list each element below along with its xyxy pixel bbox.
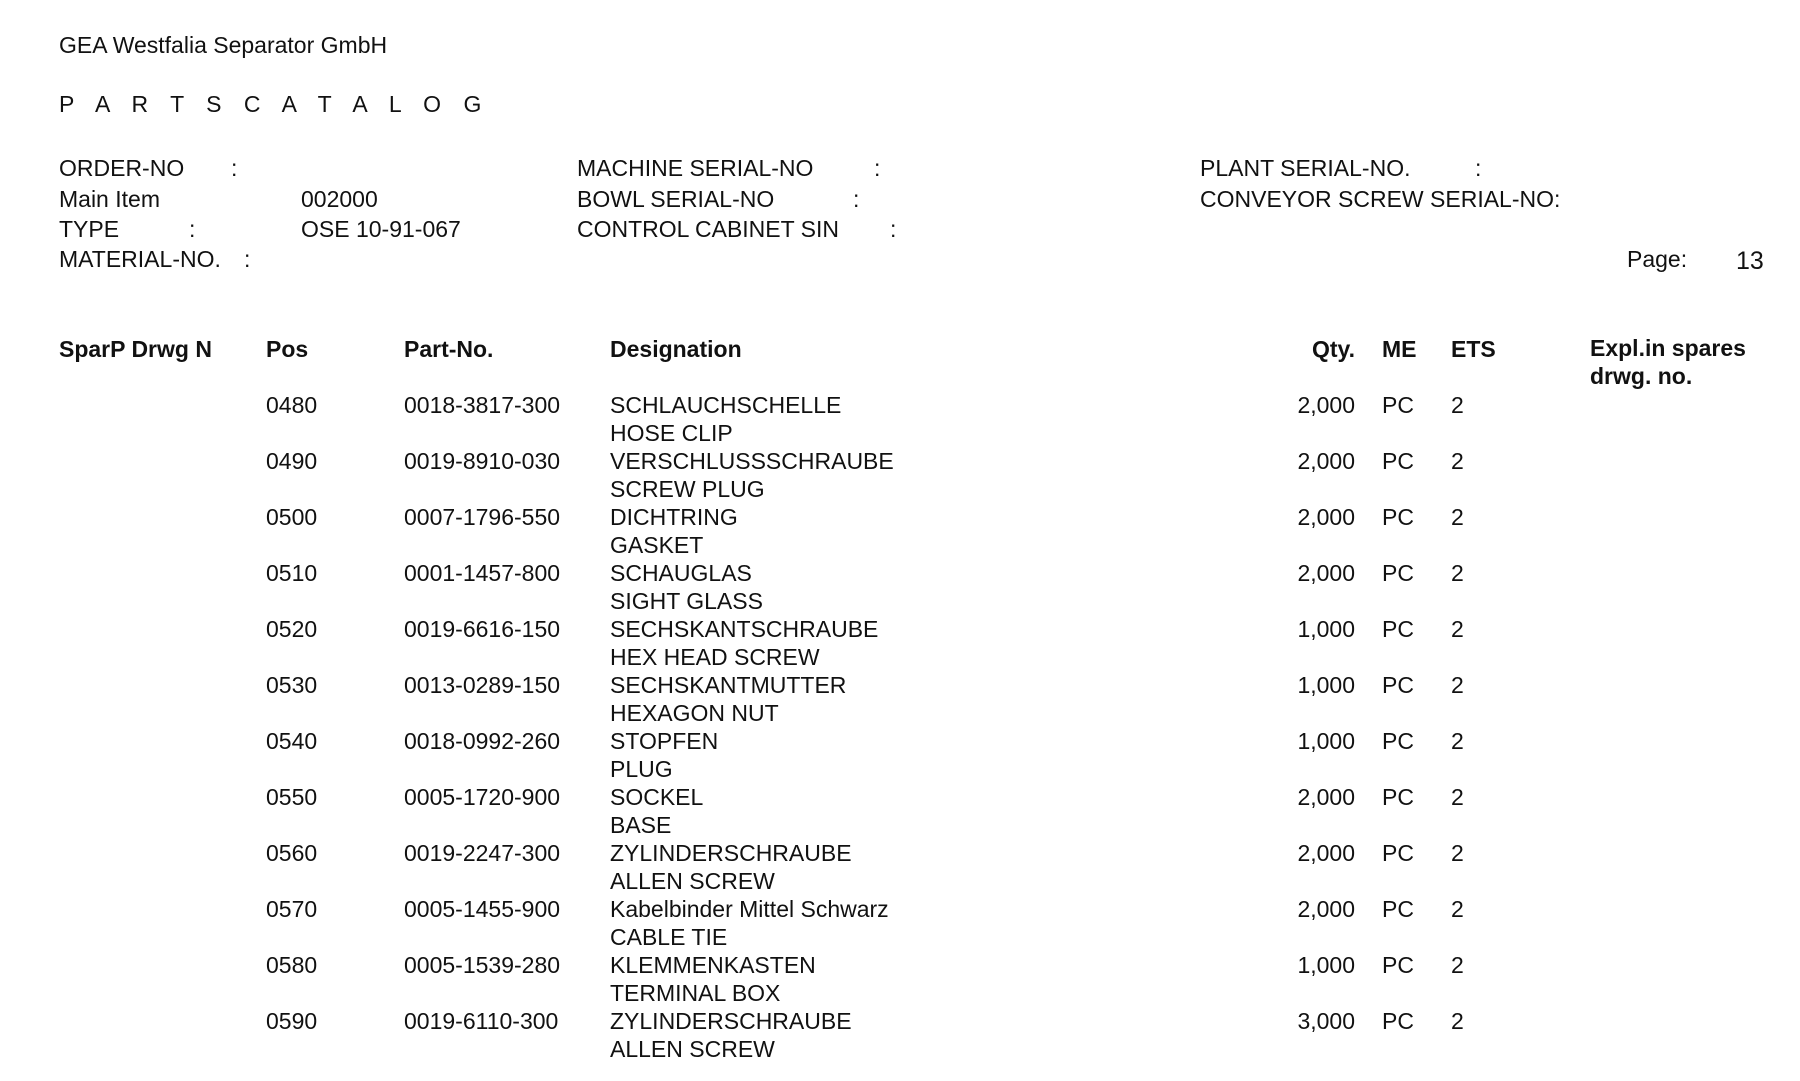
bowl-serial-colon: : [853, 186, 860, 212]
qty-cell: 1,000 [1297, 616, 1355, 642]
me-cell: PC [1382, 448, 1414, 474]
qty-cell: 2,000 [1297, 560, 1355, 586]
table-row [0, 394, 1800, 450]
qty-cell: 2,000 [1297, 784, 1355, 810]
qty-cell: 2,000 [1297, 896, 1355, 922]
qty-cell: 3,000 [1297, 1008, 1355, 1034]
me-cell: PC [1382, 616, 1414, 642]
conveyor-serial-label: CONVEYOR SCREW SERIAL-NO: [1200, 186, 1561, 212]
pos-cell: 0560 [266, 840, 318, 866]
control-cabinet-label: CONTROL CABINET SIN [577, 216, 839, 242]
designation-de-cell: ZYLINDERSCHRAUBE [610, 840, 852, 866]
designation-de-cell: SECHSKANTSCHRAUBE [610, 616, 879, 642]
pos-cell: 0520 [266, 616, 318, 642]
pos-cell: 0580 [266, 952, 318, 978]
table-row [0, 562, 1800, 618]
designation-de-cell: ZYLINDERSCHRAUBE [610, 1008, 852, 1034]
designation-de-cell: SOCKEL [610, 784, 704, 810]
designation-en-cell: HOSE CLIP [610, 420, 733, 446]
part-no-cell: 0001-1457-800 [404, 560, 561, 586]
table-row [0, 450, 1800, 506]
pos-cell: 0530 [266, 672, 318, 698]
ets-cell: 2 [1451, 728, 1464, 754]
type-colon: : [189, 216, 196, 242]
designation-en-cell: HEX HEAD SCREW [610, 644, 820, 670]
designation-de-cell: STOPFEN [610, 728, 719, 754]
part-no-cell: 0018-3817-300 [404, 392, 561, 418]
table-row [0, 730, 1800, 786]
pos-cell: 0570 [266, 896, 318, 922]
ets-cell: 2 [1451, 504, 1464, 530]
me-cell: PC [1382, 840, 1414, 866]
part-no-cell: 0005-1539-280 [404, 952, 561, 978]
ets-cell: 2 [1451, 952, 1464, 978]
table-row [0, 1010, 1800, 1066]
table-row [0, 898, 1800, 954]
me-cell: PC [1382, 728, 1414, 754]
table-row [0, 842, 1800, 898]
part-no-cell: 0019-6110-300 [404, 1008, 559, 1034]
part-no-cell: 0018-0992-260 [404, 728, 561, 754]
plant-serial-label: PLANT SERIAL-NO. [1200, 155, 1411, 181]
ets-cell: 2 [1451, 616, 1464, 642]
designation-en-cell: SCREW PLUG [610, 476, 765, 502]
designation-de-cell: VERSCHLUSSSCHRAUBE [610, 448, 894, 474]
designation-de-cell: SCHAUGLAS [610, 560, 752, 586]
pos-cell: 0540 [266, 728, 318, 754]
col-header-ets: ETS [1451, 336, 1496, 362]
machine-serial-colon: : [874, 155, 881, 181]
ets-cell: 2 [1451, 840, 1464, 866]
pos-cell: 0510 [266, 560, 318, 586]
designation-en-cell: CABLE TIE [610, 924, 728, 950]
ets-cell: 2 [1451, 560, 1464, 586]
type-label: TYPE [59, 216, 120, 242]
col-header-pos: Pos [266, 336, 309, 362]
plant-serial-colon: : [1475, 155, 1482, 181]
col-header-part-no: Part-No. [404, 336, 494, 362]
main-item-label: Main Item [59, 186, 160, 212]
pos-cell: 0550 [266, 784, 318, 810]
designation-de-cell: SCHLAUCHSCHELLE [610, 392, 842, 418]
part-no-cell: 0019-8910-030 [404, 448, 561, 474]
material-no-label: MATERIAL-NO. [59, 246, 221, 272]
page-label: Page: [1627, 246, 1688, 272]
col-header-designation: Designation [610, 336, 742, 362]
designation-de-cell: DICHTRING [610, 504, 738, 530]
table-row [0, 506, 1800, 562]
table-row [0, 674, 1800, 730]
bowl-serial-label: BOWL SERIAL-NO [577, 186, 775, 212]
designation-en-cell: HEXAGON NUT [610, 700, 779, 726]
ets-cell: 2 [1451, 1008, 1464, 1034]
me-cell: PC [1382, 392, 1414, 418]
col-header-qty: Qty. [1311, 336, 1355, 362]
document-title: P A R T S C A T A L O G [59, 91, 490, 117]
order-no-colon: : [231, 155, 238, 181]
qty-cell: 2,000 [1297, 504, 1355, 530]
part-no-cell: 0005-1720-900 [404, 784, 561, 810]
page-number: 13 [1736, 247, 1764, 275]
order-no-label: ORDER-NO [59, 155, 185, 181]
material-no-colon: : [244, 246, 251, 272]
ets-cell: 2 [1451, 392, 1464, 418]
designation-en-cell: ALLEN SCREW [610, 1036, 775, 1062]
me-cell: PC [1382, 560, 1414, 586]
company-name: GEA Westfalia Separator GmbH [59, 32, 388, 58]
me-cell: PC [1382, 784, 1414, 810]
table-row [0, 786, 1800, 842]
designation-en-cell: GASKET [610, 532, 704, 558]
pos-cell: 0590 [266, 1008, 318, 1034]
ets-cell: 2 [1451, 784, 1464, 810]
col-header-sparp: SparP Drwg N [59, 336, 212, 362]
designation-en-cell: SIGHT GLASS [610, 588, 763, 614]
part-no-cell: 0005-1455-900 [404, 896, 561, 922]
ets-cell: 2 [1451, 448, 1464, 474]
table-row [0, 954, 1800, 1010]
designation-de-cell: KLEMMENKASTEN [610, 952, 816, 978]
me-cell: PC [1382, 504, 1414, 530]
ets-cell: 2 [1451, 672, 1464, 698]
qty-cell: 1,000 [1297, 952, 1355, 978]
control-cabinet-colon: : [890, 216, 897, 242]
designation-de-cell: SECHSKANTMUTTER [610, 672, 847, 698]
qty-cell: 1,000 [1297, 672, 1355, 698]
pos-cell: 0480 [266, 392, 318, 418]
designation-en-cell: ALLEN SCREW [610, 868, 775, 894]
qty-cell: 2,000 [1297, 448, 1355, 474]
qty-cell: 1,000 [1297, 728, 1355, 754]
col-header-me: ME [1382, 336, 1417, 362]
qty-cell: 2,000 [1297, 392, 1355, 418]
me-cell: PC [1382, 672, 1414, 698]
part-no-cell: 0007-1796-550 [404, 504, 561, 530]
main-item-value: 002000 [301, 186, 378, 212]
qty-cell: 2,000 [1297, 840, 1355, 866]
designation-en-cell: TERMINAL BOX [610, 980, 781, 1006]
designation-en-cell: BASE [610, 812, 672, 838]
type-value: OSE 10-91-067 [301, 216, 461, 242]
designation-de-cell: Kabelbinder Mittel Schwarz [610, 896, 889, 922]
ets-cell: 2 [1451, 896, 1464, 922]
pos-cell: 0490 [266, 448, 318, 474]
me-cell: PC [1382, 952, 1414, 978]
machine-serial-label: MACHINE SERIAL-NO [577, 155, 814, 181]
col-header-expl: Expl.in spares drwg. no. [1590, 335, 1746, 389]
pos-cell: 0500 [266, 504, 318, 530]
designation-en-cell: PLUG [610, 756, 673, 782]
table-row [0, 618, 1800, 674]
part-no-cell: 0019-2247-300 [404, 840, 561, 866]
me-cell: PC [1382, 896, 1414, 922]
part-no-cell: 0013-0289-150 [404, 672, 561, 698]
part-no-cell: 0019-6616-150 [404, 616, 561, 642]
me-cell: PC [1382, 1008, 1414, 1034]
